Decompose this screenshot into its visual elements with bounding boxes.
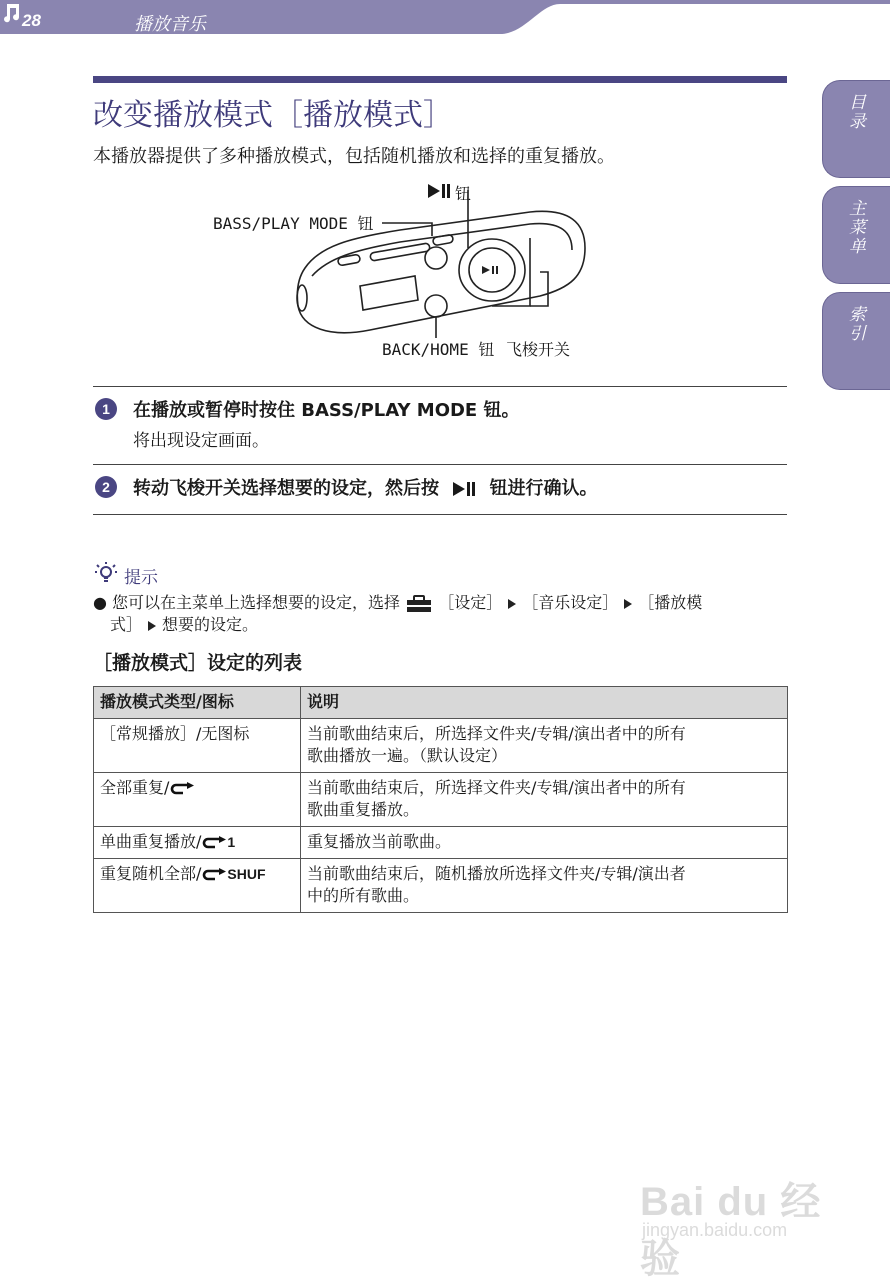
hint-text-3: 想要的设定。 bbox=[162, 615, 259, 634]
page-title: 改变播放模式［播放模式］ bbox=[93, 98, 453, 133]
mode-type-text: 单曲重复播放/ bbox=[100, 832, 202, 851]
hint-text-settings: ［设定］ bbox=[438, 593, 503, 612]
hint-text-play-mode: ［播放模 bbox=[638, 593, 703, 612]
page-number: 28 bbox=[22, 11, 41, 30]
table-cell-type bbox=[94, 859, 301, 913]
table-header-row bbox=[94, 687, 788, 719]
step-2-number: 2 bbox=[95, 476, 117, 498]
hint-line-2 bbox=[110, 612, 258, 635]
music-note-icon bbox=[0, 0, 24, 24]
back-home-label: BACK/HOME 钮 bbox=[382, 340, 495, 359]
play-button-label: 钮 bbox=[455, 184, 472, 203]
hint-text-music-settings: ［音乐设定］ bbox=[522, 593, 619, 612]
mode-type-text: 全部重复/ bbox=[100, 778, 170, 797]
tab-contents[interactable] bbox=[822, 80, 890, 178]
table-cell-type bbox=[94, 773, 301, 827]
table-cell-desc bbox=[301, 827, 788, 859]
mode-type-text: 重复随机全部/ bbox=[100, 864, 202, 883]
desc-line: 当前歌曲结束后，所选择文件夹/专辑/演出者中的所有 bbox=[307, 778, 686, 797]
repeat-icon bbox=[201, 868, 227, 882]
hint-title: 提示 bbox=[124, 568, 158, 588]
step-rule-middle bbox=[93, 464, 787, 465]
tab-contents-label: 目录 bbox=[845, 93, 865, 131]
mode-type-text: ［常规播放］/无图标 bbox=[100, 724, 250, 743]
watermark-url: jingyan.baidu.com bbox=[642, 1220, 788, 1240]
play-mode-table bbox=[93, 686, 788, 913]
repeat-icon bbox=[169, 782, 195, 796]
step-2-text bbox=[133, 474, 598, 500]
step-1-number: 1 bbox=[95, 398, 117, 420]
watermark-brand: Bai du 经验 bbox=[640, 1180, 822, 1280]
desc-line: 当前歌曲结束后，随机播放所选择文件夹/专辑/演出者 bbox=[307, 864, 686, 883]
desc-line: 中的所有歌曲。 bbox=[307, 886, 420, 905]
step-rule-bottom bbox=[93, 514, 787, 515]
table-cell-desc bbox=[301, 773, 788, 827]
table-cell-type bbox=[94, 827, 301, 859]
table-cell-desc bbox=[301, 859, 788, 913]
table-row bbox=[94, 827, 788, 859]
step-1-text: 在播放或暂停时按住 BASS/PLAY MODE 钮。 bbox=[133, 400, 520, 421]
shuffle-suffix: SHUF bbox=[227, 866, 266, 882]
hint-text-2: 式］ bbox=[110, 615, 143, 634]
tab-index[interactable] bbox=[822, 292, 890, 390]
tab-main-menu-label: 主菜单 bbox=[845, 199, 865, 256]
step-2-text-after: 钮进行确认。 bbox=[489, 478, 598, 499]
desc-line: 歌曲播放一遍。（默认设定） bbox=[307, 746, 508, 765]
desc-line: 当前歌曲结束后，所选择文件夹/专辑/演出者中的所有 bbox=[307, 724, 686, 743]
bass-play-mode-label: BASS/PLAY MODE 钮 bbox=[213, 214, 374, 233]
shuttle-switch-label: 飞梭开关 bbox=[506, 340, 571, 359]
header-band bbox=[0, 0, 890, 40]
baidu-watermark bbox=[640, 1160, 860, 1280]
list-title: ［播放模式］设定的列表 bbox=[93, 652, 303, 674]
hint-text-1: ● 您可以在主菜单上选择想要的设定，选择 bbox=[93, 593, 401, 612]
step-rule-top bbox=[93, 386, 787, 387]
play-pause-icon bbox=[449, 482, 479, 496]
step-1-sub: 将出现设定画面。 bbox=[133, 431, 269, 451]
desc-line: 重复播放当前歌曲。 bbox=[307, 832, 452, 851]
table-row bbox=[94, 719, 788, 773]
play-pause-icon bbox=[428, 184, 450, 198]
repeat-icon bbox=[201, 836, 227, 850]
step-2-text-before: 转动飞梭开关选择想要的设定，然后按 bbox=[133, 478, 439, 499]
table-row bbox=[94, 859, 788, 913]
tab-index-label: 索引 bbox=[845, 305, 865, 343]
table-header-desc: 说明 bbox=[301, 687, 788, 719]
arrow-right-icon bbox=[508, 599, 516, 609]
player-illustration bbox=[200, 178, 600, 368]
tab-main-menu[interactable] bbox=[822, 186, 890, 284]
table-cell-type bbox=[94, 719, 301, 773]
title-rule bbox=[93, 76, 787, 83]
toolbox-icon bbox=[405, 595, 433, 613]
hint-line-1 bbox=[93, 590, 702, 613]
intro-text: 本播放器提供了多种播放模式，包括随机播放和选择的重复播放。 bbox=[93, 146, 615, 167]
desc-line: 歌曲重复播放。 bbox=[307, 800, 420, 819]
table-row bbox=[94, 773, 788, 827]
lightbulb-icon bbox=[93, 560, 119, 586]
table-header-type: 播放模式类型/图标 bbox=[94, 687, 301, 719]
section-label: 播放音乐 bbox=[134, 14, 206, 35]
arrow-right-icon bbox=[148, 621, 156, 631]
repeat-one-suffix: 1 bbox=[227, 834, 236, 850]
arrow-right-icon bbox=[624, 599, 632, 609]
table-cell-desc bbox=[301, 719, 788, 773]
